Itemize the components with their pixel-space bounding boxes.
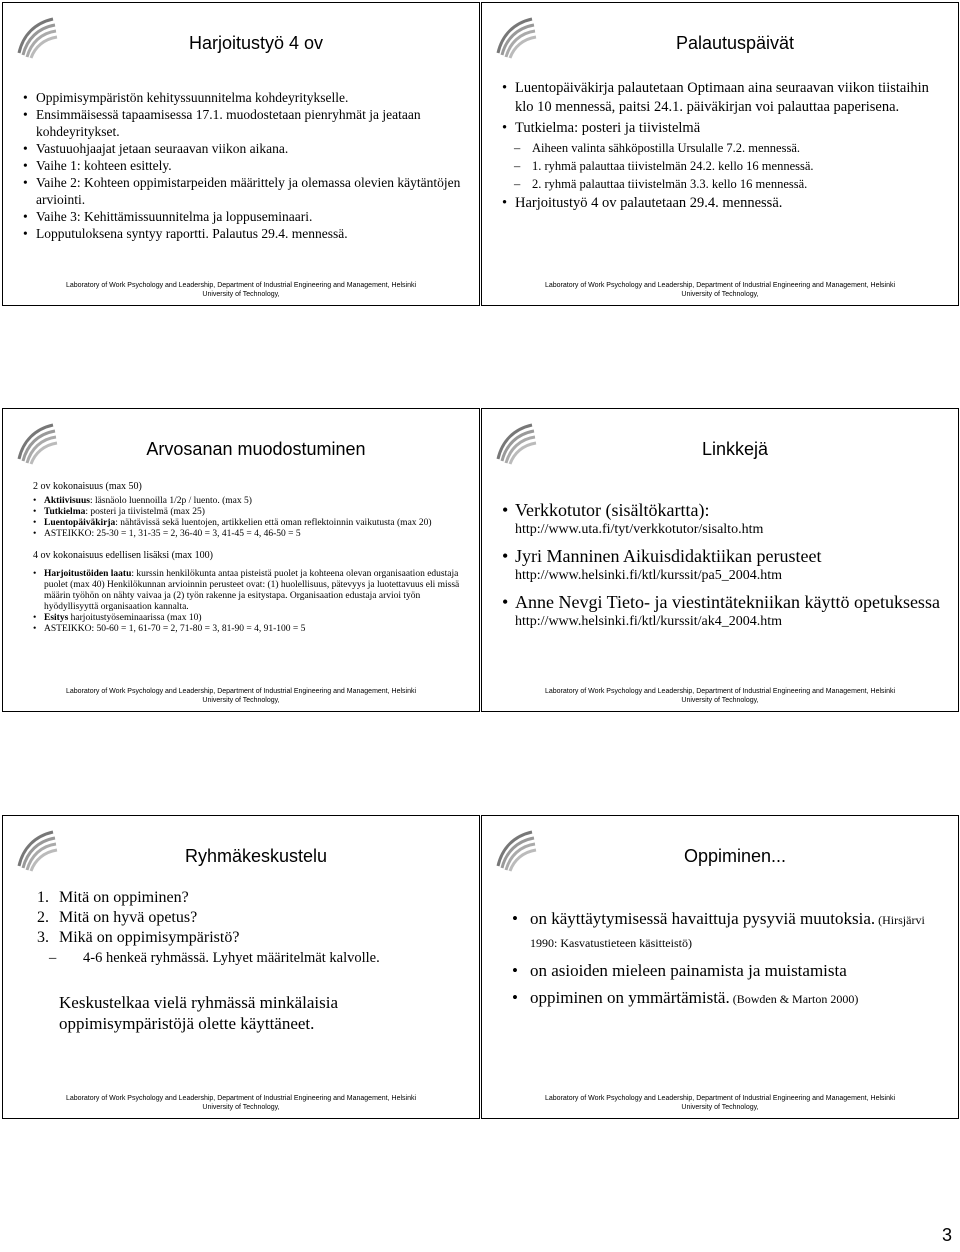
numbered-list [37, 888, 463, 968]
slide-footer [482, 687, 958, 705]
page-number: 3 [941, 1225, 952, 1245]
item-label: Harjoitustöiden laatu [44, 569, 132, 579]
footer-line: University of Technology, [681, 697, 759, 704]
slide-title: Harjoitustyö 4 ov [188, 33, 324, 53]
list-item [37, 908, 463, 928]
list-item [512, 908, 942, 954]
item-text: : läsnäolo luennoilla 1/2p / luento. (max 5) [89, 496, 252, 506]
item-label: Esitys [44, 613, 69, 623]
link-url[interactable]: http://www.helsinki.fi/ktl/kurssit/ak4_2004.htm [515, 614, 783, 629]
footer-line: Laboratory of Work Psychology and Leadership, Department of Industrial Engineering and Management, Helsinki [65, 688, 417, 695]
footer-line: University of Technology, [202, 291, 280, 298]
list-item: • Vaihe 1: kohteen esittely. [23, 157, 463, 174]
list-item [33, 613, 463, 624]
list-item [512, 987, 942, 1010]
list-item [33, 496, 463, 507]
slide-title: Arvosanan muodostuminen [146, 439, 366, 459]
item-label: Luentopäiväkirja [44, 518, 116, 528]
bullet-list [502, 79, 942, 213]
item-text: on käyttäytymisessä havaittuja pysyviä muutoksia. [530, 909, 876, 928]
list-item: • Vaihe 3: Kehittämissuunnitelma ja loppuseminaari. [23, 208, 463, 225]
item-text: Mikä on oppimisympäristö? [59, 929, 240, 946]
sub-list-item: – Aiheen valinta sähköpostilla Ursulalle 7.2. mennessä. [502, 140, 942, 156]
bullet-list [512, 908, 942, 1010]
list-item [33, 569, 463, 613]
item-text: ASTEIKKO: 50-60 = 1, 61-70 = 2, 71-80 = 3, 81-90 = 4, 91-100 = 5 [44, 624, 306, 634]
slide-footer [3, 1094, 479, 1112]
list-item: • Vaihe 2: Kohteen oppimistarpeiden määrittely ja olemassa olevien käytäntöjen arviointi. [23, 174, 463, 208]
slide-title: Ryhmäkeskustelu [184, 846, 328, 866]
list-item: • Verkkotutor (sisältökartta): [502, 499, 942, 521]
list-item: • Jyri Manninen Aikuisdidaktiikan perusteet [502, 545, 942, 567]
item-text: : posteri ja tiivistelmä (max 25) [85, 507, 205, 517]
sub-list-item: – 4-6 henkeä ryhmässä. Lyhyet määritelmät kalvolle. [37, 948, 463, 968]
item-label: Tutkielma [44, 507, 86, 517]
list-item: • Ensimmäisessä tapaamisessa 17.1. muodostetaan pienryhmät ja jeataan kohdeyritykset. [23, 106, 463, 140]
slide-footer [482, 1094, 958, 1112]
item-text: : kurssin henkilökunta antaa pisteistä puolet ja kohteena olevan organisaation edustaja puolet (max 40) Henkilökunnan arvioinnin perusteet ovat: (1) huolellisuus, pätevyys ja luotettavuus eli missä määrin työhön on nähty vaivaa ja (2) työn rakenne ja esitystapa. Organisaation edustaja arvioi työn hyödyllisyyttä organisaation kannalta. [44, 569, 460, 612]
list-item: • Anne Nevgi Tieto- ja viestintätekniikan käyttö opetuksessa [502, 591, 942, 613]
list-item [37, 928, 463, 948]
sub-list-item: – 2. ryhmä palauttaa tiivistelmän 3.3. kello 16 mennessä. [502, 176, 942, 192]
bullet-list [33, 496, 463, 540]
list-item [37, 888, 463, 908]
item-text: on asioiden mieleen painamista ja muistamista [530, 961, 847, 980]
item-citation: (Hirsjärvi 1990: Kasvatustieteen käsitteistö) [530, 913, 925, 950]
footer-line: Laboratory of Work Psychology and Leadership, Department of Industrial Engineering and Management, Helsinki [65, 282, 417, 289]
footer-line: Laboratory of Work Psychology and Leadership, Department of Industrial Engineering and Management, Helsinki [544, 688, 896, 695]
slide-title: Palautuspäivät [675, 33, 795, 53]
item-text: ASTEIKKO: 25-30 = 1, 31-35 = 2, 36-40 = 3, 41-45 = 4, 46-50 = 5 [44, 529, 301, 539]
slide-footer [482, 281, 958, 299]
list-item: • Harjoitustyö 4 ov palautetaan 29.4. mennessä. [502, 194, 942, 213]
item-number: 1. [37, 889, 49, 906]
item-number: 2. [37, 909, 49, 926]
slide-palautuspaivat [481, 2, 959, 306]
item-text: harjoitustyöseminaarissa (max 10) [68, 613, 202, 623]
item-number: 3. [37, 929, 49, 946]
slide-arvosanan-muodostuminen [2, 408, 480, 712]
item-text: Mitä on hyvä opetus? [59, 909, 198, 926]
footer-line: University of Technology, [202, 697, 280, 704]
sub-list-item: – 1. ryhmä palauttaa tiivistelmän 24.2. kello 16 mennessä. [502, 158, 942, 174]
footer-line: Laboratory of Work Psychology and Leadership, Department of Industrial Engineering and Management, Helsinki [544, 282, 896, 289]
slide-footer [3, 281, 479, 299]
list-item: • Oppimisympäristön kehityssuunnitelma kohdeyritykselle. [23, 89, 463, 106]
link-list [502, 499, 942, 631]
list-item [33, 624, 463, 635]
footer-line: University of Technology, [681, 291, 759, 298]
list-item [512, 960, 942, 981]
item-label: Aktiivisuus [44, 496, 90, 506]
list-item: • Tutkielma: posteri ja tiivistelmä [502, 119, 942, 138]
item-text: Mitä on oppiminen? [59, 889, 189, 906]
slide-title: Linkkejä [701, 439, 769, 459]
list-item: • Luentopäiväkirja palautetaan Optimaan aina seuraavan viikon tiistaihin klo 10 mennessä, paitsi 24.1. päiväkirjan voi palauttaa paperisena. [502, 79, 942, 117]
list-item [33, 518, 463, 529]
list-item [33, 507, 463, 518]
footer-line: Laboratory of Work Psychology and Leadership, Department of Industrial Engineering and Management, Helsinki [65, 1095, 417, 1102]
slide-linkkeja [481, 408, 959, 712]
link-url[interactable]: http://www.helsinki.fi/ktl/kurssit/pa5_2004.htm [515, 568, 783, 583]
footer-line: University of Technology, [681, 1104, 759, 1111]
bullet-list [33, 569, 463, 635]
closing-text: Keskustelkaa vielä ryhmässä minkälaisia oppimisympäristöjä olette käyttäneet. [59, 993, 338, 1033]
footer-line: University of Technology, [202, 1104, 280, 1111]
slide-harjoitustyo [2, 2, 480, 306]
list-item [33, 529, 463, 540]
link-url[interactable]: http://www.uta.fi/tyt/verkkotutor/sisalto.htm [515, 522, 764, 537]
list-item: • Lopputuloksena syntyy raportti. Palautus 29.4. mennessä. [23, 225, 463, 242]
item-text: : nähtävissä sekä luentojen, artikkelien että oman reflektoinnin vaikutusta (max 20) [115, 518, 432, 528]
bullet-list [23, 89, 463, 242]
slide-oppiminen [481, 815, 959, 1119]
footer-line: Laboratory of Work Psychology and Leadership, Department of Industrial Engineering and Management, Helsinki [544, 1095, 896, 1102]
slide-ryhmakeskustelu [2, 815, 480, 1119]
section-heading: 2 ov kokonaisuus (max 50) [33, 481, 142, 492]
item-citation: (Bowden & Marton 2000) [729, 992, 859, 1006]
slide-title: Oppiminen... [683, 846, 787, 866]
list-item: • Vastuuohjaajat jetaan seuraavan viikon aikana. [23, 140, 463, 157]
item-text: oppiminen on ymmärtämistä. [530, 988, 730, 1007]
slide-footer [3, 687, 479, 705]
section-heading: 4 ov kokonaisuus edellisen lisäksi (max 100) [33, 550, 213, 561]
